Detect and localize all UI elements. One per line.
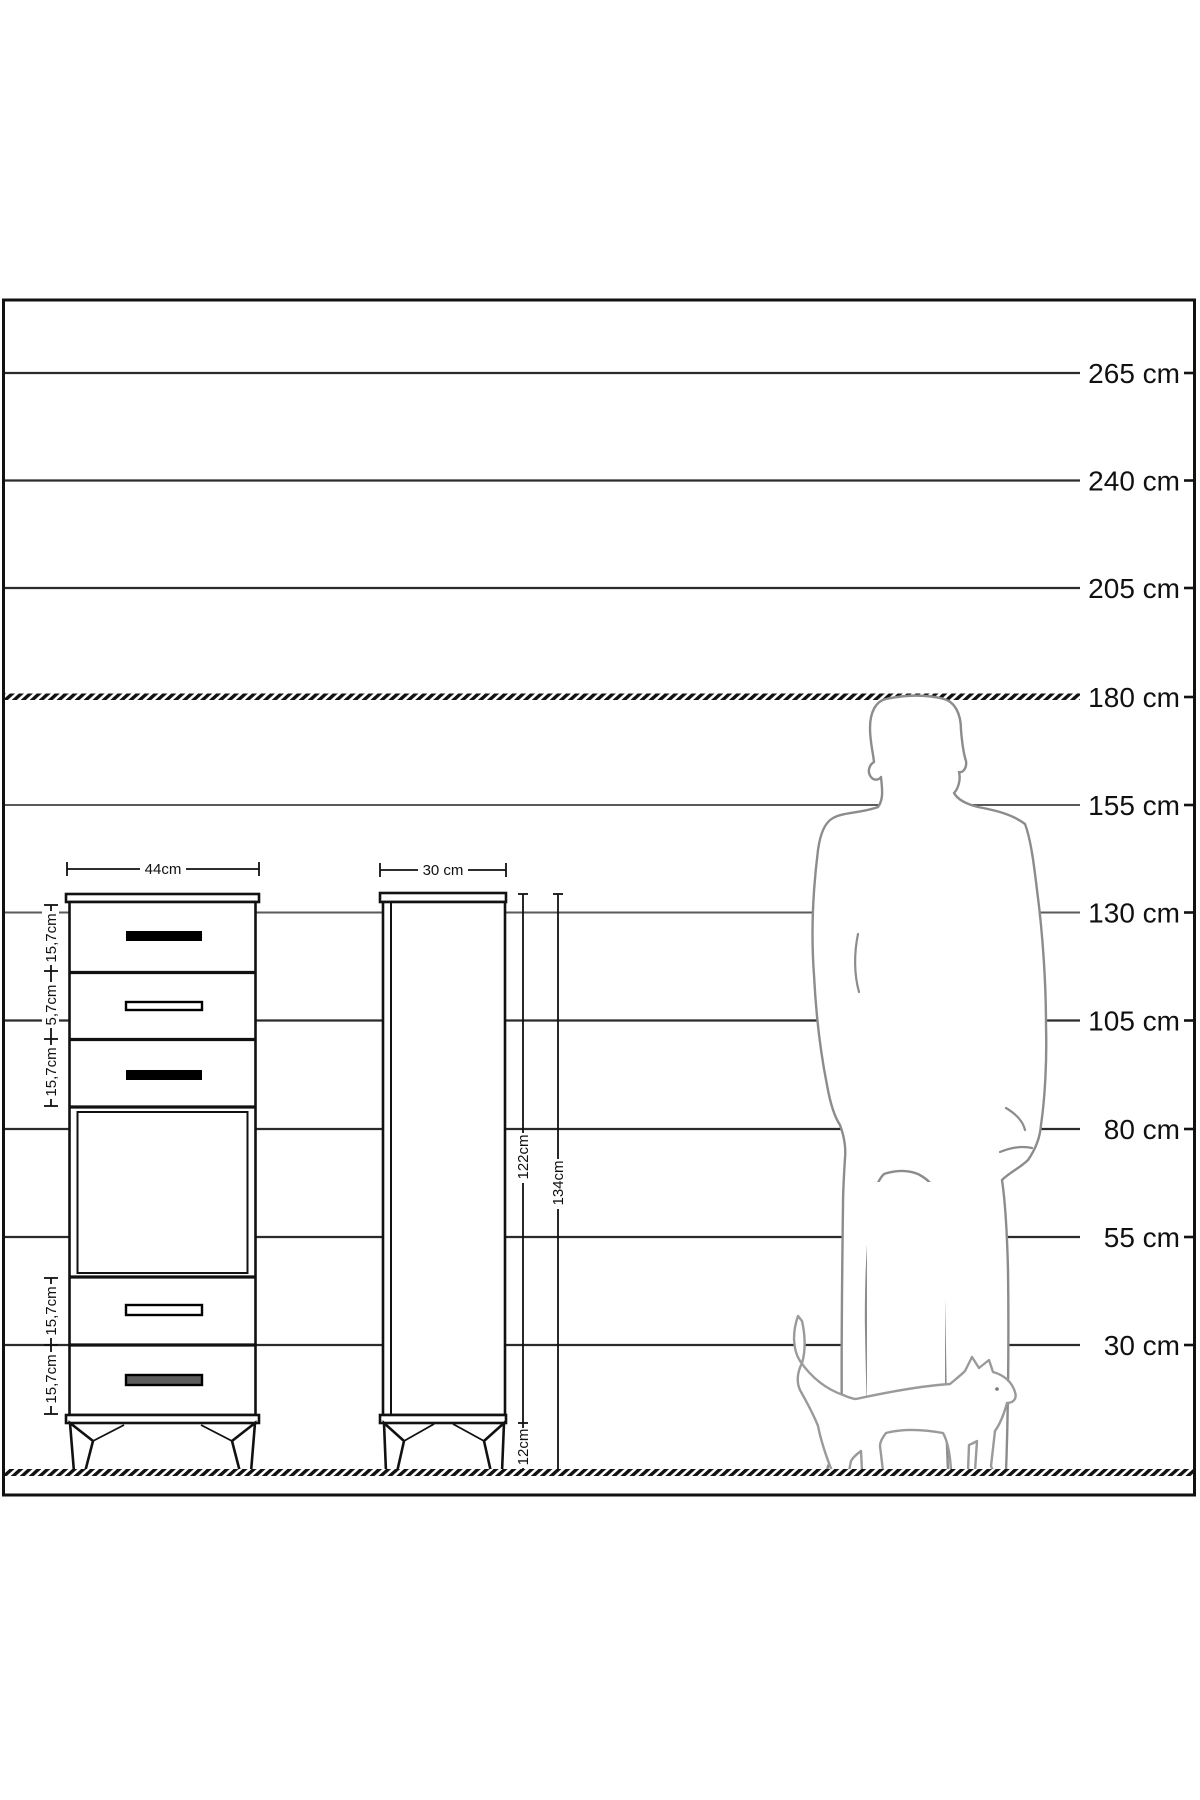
drawer5-dim-label: 15,7cm	[43, 1354, 60, 1404]
scale-label-180: 180 cm	[1088, 682, 1180, 713]
drawer5-handle	[126, 1375, 202, 1385]
scale-label-30: 30 cm	[1103, 1330, 1180, 1361]
scale-label-130: 130 cm	[1088, 897, 1180, 929]
cabinet-front-view	[42, 861, 259, 1472]
side-leg-height-label: 12cm	[515, 1428, 532, 1466]
scale-label-205: 205 cm	[1088, 573, 1180, 604]
scale-label-265: 265 cm	[1088, 358, 1180, 389]
front-body	[70, 902, 256, 1415]
drawer4-dim-label: 15,7cm	[43, 1286, 60, 1336]
ground-line	[4, 1469, 1195, 1476]
side-bottom-slab	[380, 1415, 506, 1423]
cat-eye-dot	[995, 1387, 999, 1391]
side-body	[383, 902, 505, 1415]
drawer3-dim-label: 15,7cm	[43, 1047, 60, 1097]
scale-label-240: 240 cm	[1088, 465, 1180, 497]
drawer1-dim-label: 15,7cm	[43, 913, 60, 963]
scale-label-155: 155 cm	[1088, 790, 1180, 821]
drawer3-handle	[126, 1070, 202, 1080]
side-width-label: 30 cm	[422, 862, 464, 879]
side-total-height-label: 134cm	[550, 1160, 567, 1206]
scale-label-80: 80 cm	[1103, 1114, 1180, 1145]
side-body-height-label: 122cm	[515, 1134, 532, 1180]
drawer1-handle	[126, 931, 202, 941]
drawer2-handle	[126, 1002, 202, 1010]
scale-label-105: 105 cm	[1088, 1005, 1180, 1037]
front-width-label: 44cm	[144, 861, 182, 878]
drawer4-handle	[126, 1305, 202, 1315]
drawer2-dim-label: 5,7cm	[43, 984, 60, 1026]
side-top-slab	[380, 893, 506, 902]
scale-label-55: 55 cm	[1103, 1222, 1180, 1253]
front-bottom-slab	[66, 1415, 259, 1423]
